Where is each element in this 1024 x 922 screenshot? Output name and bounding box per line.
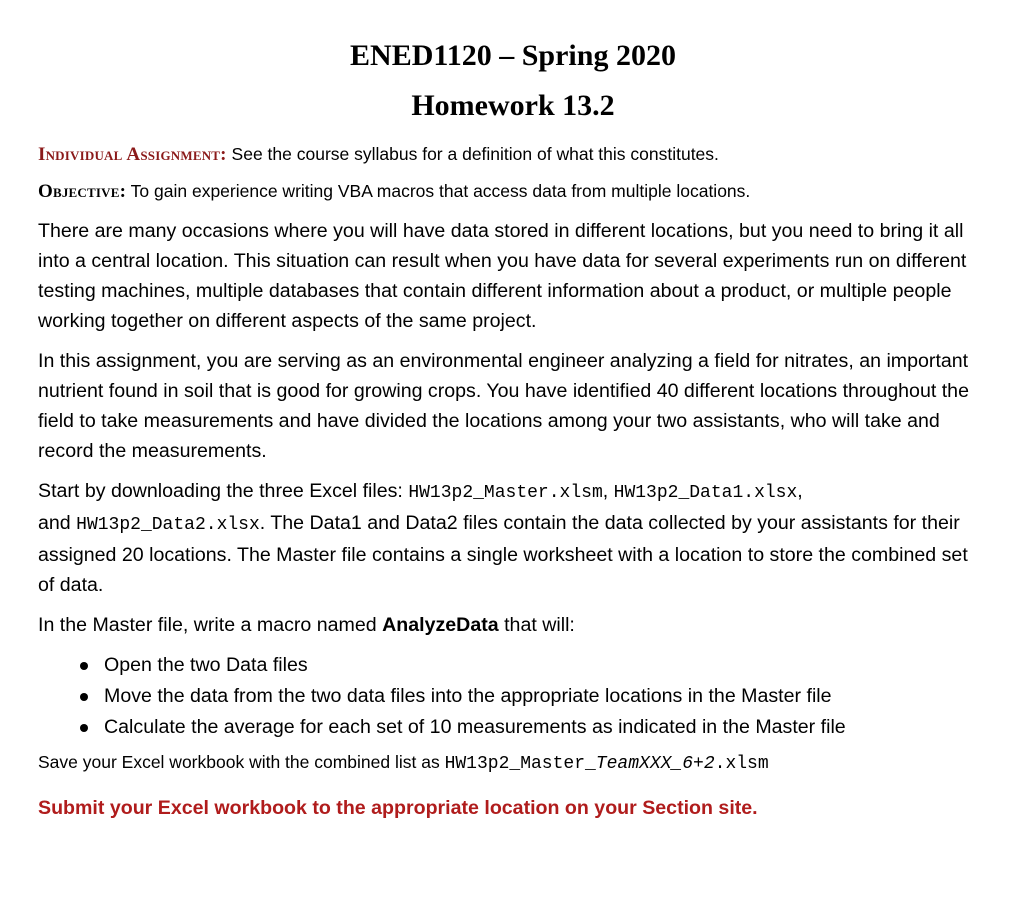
paragraph-scenario: In this assignment, you are serving as an environmental engineer analyzing a field for nitrates, an important nutrient found in soil that is good for growing crops. You have identified 40 different locations throughout the field to take measurements and have divided the locations among your two assistants, who will take and record the measurements. bbox=[38, 350, 969, 462]
data1-file-name: HW13p2_Data1.xlsx bbox=[613, 483, 798, 503]
list-item bbox=[80, 681, 988, 712]
save-file-team: TeamXXX_6+2 bbox=[595, 754, 715, 774]
homework-title: Homework 13.2 bbox=[411, 89, 615, 122]
master-file-name: HW13p2_Master.xlsm bbox=[408, 483, 603, 503]
individual-assignment-line bbox=[38, 142, 988, 167]
document-page bbox=[38, 30, 988, 823]
individual-assignment-text: See the course syllabus for a definition of what this constitutes. bbox=[226, 144, 719, 164]
paragraph-macro bbox=[38, 610, 988, 640]
bullet-icon bbox=[80, 662, 88, 670]
macro-intro-text: In the Master file, write a macro named bbox=[38, 614, 383, 636]
bullet-icon bbox=[80, 724, 88, 732]
objective-text: To gain experience writing VBA macros that access data from multiple locations. bbox=[126, 181, 751, 201]
paragraph-files bbox=[38, 476, 988, 600]
course-title: ENED1120 – Spring 2020 bbox=[350, 39, 676, 72]
data2-file-name: HW13p2_Data2.xlsx bbox=[76, 515, 260, 535]
objective-label: Objective: bbox=[38, 181, 127, 202]
list-item bbox=[80, 650, 988, 681]
save-file-prefix: HW13p2_Master_ bbox=[444, 754, 596, 774]
individual-assignment-label: Individual Assignment: bbox=[38, 144, 227, 165]
save-file-suffix: .xlsm bbox=[714, 754, 769, 774]
files-and-text: and bbox=[38, 512, 77, 534]
save-text: Save your Excel workbook with the combined list as bbox=[38, 752, 445, 772]
list-item bbox=[80, 712, 988, 743]
list-item-text: Open the two Data files bbox=[104, 654, 308, 676]
submit-instruction: Submit your Excel workbook to the appropriate location on your Section site. bbox=[38, 797, 758, 819]
files-intro-text: Start by downloading the three Excel files: bbox=[38, 480, 409, 502]
macro-name: AnalyzeData bbox=[382, 614, 499, 636]
list-item-text: Move the data from the two data files into the appropriate locations in the Master file bbox=[104, 685, 832, 707]
save-instruction bbox=[38, 749, 988, 777]
objective-line bbox=[38, 179, 988, 204]
files-description-text: . The Data1 and Data2 files contain the data collected by your assistants for their assigned 20 locations. The Master file contains a single worksheet with a location to store the combined set of data. bbox=[38, 512, 968, 596]
files-separator-1: , bbox=[602, 480, 614, 502]
list-item-text: Calculate the average for each set of 10 measurements as indicated in the Master file bbox=[104, 716, 846, 738]
paragraph-intro: There are many occasions where you will have data stored in different locations, but you need to bring it all into a central location. This situation can result when you have data for several experiments run on different testing machines, multiple databases that contain different information about a product, or multiple people working together on different aspects of the same project. bbox=[38, 220, 967, 332]
files-separator-2: , bbox=[797, 480, 803, 502]
bullet-icon bbox=[80, 693, 88, 701]
task-list bbox=[38, 650, 988, 743]
macro-outro-text: that will: bbox=[498, 614, 575, 636]
